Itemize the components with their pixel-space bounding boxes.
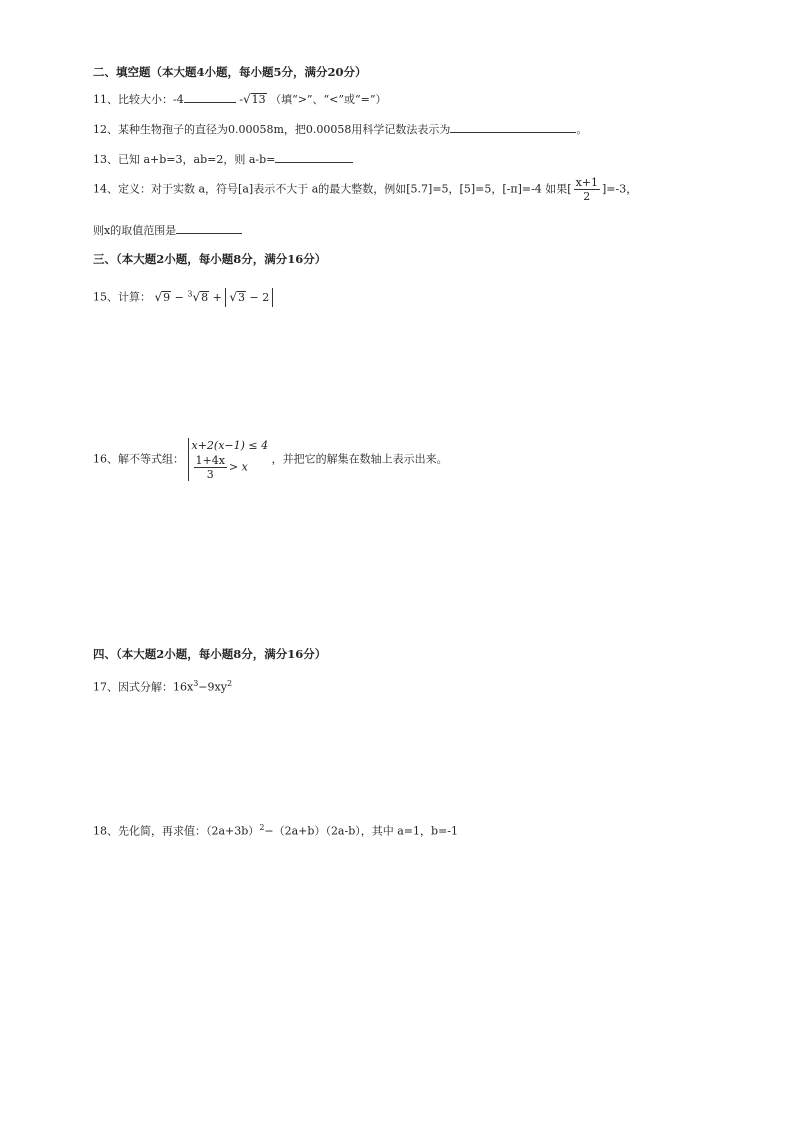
q16-suffix: ，并把它的解集在数轴上表示出来。 — [271, 452, 448, 466]
q14-text: 14、定义：对于实数 a，符号[a]表示不大于 a的最大整数，例如[5.7]=5，[5]=5，[-π]=-4 如果[ — [93, 182, 572, 196]
q16-label: 16、解不等式组： — [93, 452, 184, 466]
q11-radicand: 13 — [251, 93, 266, 106]
q16-inequality-system — [188, 438, 269, 481]
section-2-heading: 二、填空题（本大题4小题，每小题5分，满分20分） — [93, 65, 367, 79]
q18-exp: 2 — [259, 823, 265, 832]
cbrt-symbol-icon: √ — [192, 289, 201, 304]
q16-fraction — [194, 454, 227, 481]
q15-sqrt9: 9 — [163, 290, 171, 304]
q11-prefix: 11、比较大小：-4 — [93, 93, 184, 106]
question-14 — [93, 176, 637, 203]
q15-plus: + — [212, 290, 222, 304]
q15-sqrt8: 8 — [201, 290, 209, 304]
q14-after: ]=-3， — [602, 182, 638, 196]
q17-exp2: 2 — [226, 679, 233, 688]
q15-minus: − — [174, 290, 184, 304]
question-11 — [93, 91, 387, 108]
q12-end: 。 — [576, 123, 588, 136]
question-15 — [93, 283, 273, 309]
q14-fraction — [574, 176, 600, 203]
sqrt-symbol-icon: √ — [242, 92, 251, 106]
question-14-line2 — [93, 222, 242, 239]
section-4-heading: 四、（本大题2小题，每小题8分，满分16分） — [93, 647, 327, 661]
q18-label: 18、先化简，再求值：（2a+3b） — [93, 824, 260, 838]
q14-frac-den: 2 — [583, 190, 591, 203]
q13-answer-blank[interactable] — [275, 151, 353, 163]
q15-cbrt-index: 3 — [187, 289, 193, 298]
question-16 — [93, 438, 448, 481]
q12-text: 12、某种生物孢子的直径为0.00058m，把0.00058用科学记数法表示为 — [93, 123, 451, 136]
question-18 — [93, 820, 458, 840]
q17-label: 17、因式分解：16x — [93, 680, 194, 694]
q14-line2: 则x的取值范围是 — [93, 224, 177, 237]
q15-expression — [155, 291, 274, 304]
q12-answer-blank[interactable] — [450, 121, 576, 133]
q11-answer-blank[interactable] — [184, 91, 236, 103]
q15-abs — [225, 288, 273, 307]
question-13 — [93, 151, 353, 168]
question-17 — [93, 676, 232, 696]
q18-rest: −（2a+b）（2a-b），其中 a=1，b=-1 — [264, 824, 458, 838]
q14-frac-num: x+1 — [575, 176, 599, 189]
q16-frac-den: 3 — [206, 468, 214, 481]
q14-answer-blank[interactable] — [176, 222, 242, 234]
q16-ineq2-rest: > x — [228, 460, 248, 474]
q17-exp1: 3 — [193, 679, 199, 688]
q16-frac-num: 1+4x — [195, 454, 225, 467]
q16-ineq2 — [192, 454, 269, 481]
q13-text: 13、已知 a+b=3，ab=2，则 a-b= — [93, 153, 276, 166]
sqrt-symbol-icon: √ — [229, 289, 237, 304]
section-3-heading: 三、（本大题2小题，每小题8分，满分16分） — [93, 252, 327, 266]
sqrt-symbol-icon: √ — [154, 289, 163, 304]
q17-mid: −9xy — [198, 680, 227, 694]
q11-minus: - — [239, 93, 243, 106]
q15-abs-radicand: 3 — [238, 290, 245, 304]
q15-label: 15、计算： — [93, 290, 151, 304]
q11-suffix: （填“>”、“<”或“=”） — [270, 93, 387, 106]
question-12 — [93, 121, 587, 138]
q15-abs-rest: − 2 — [249, 290, 270, 304]
q16-ineq1: x+2(x−1) ≤ 4 — [191, 439, 269, 452]
